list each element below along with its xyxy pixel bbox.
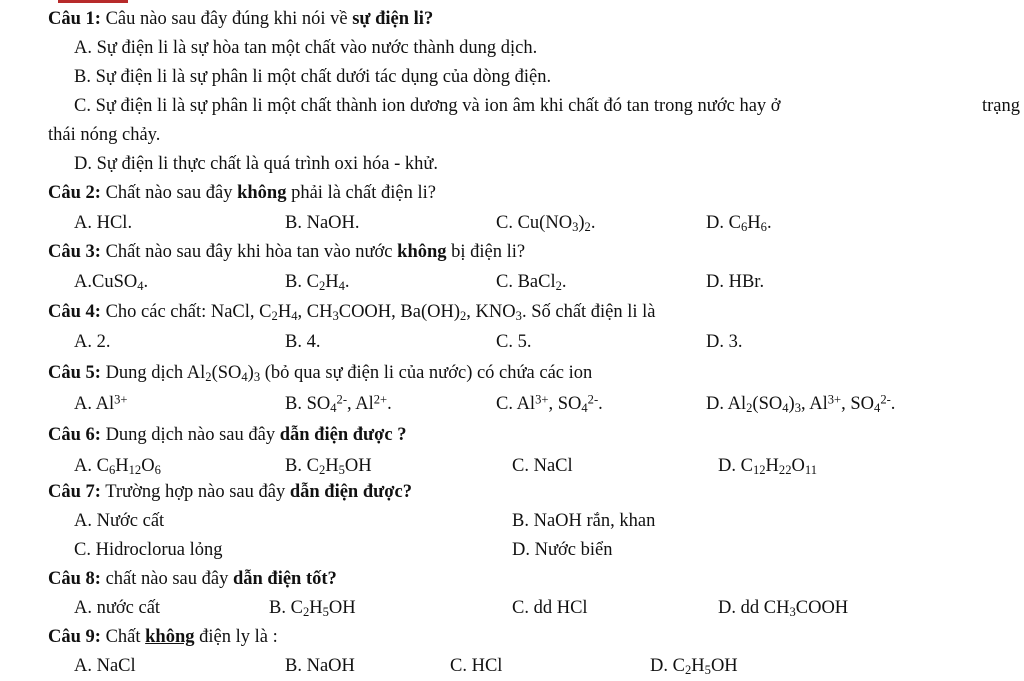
q4-option-b[interactable]: B. 4. — [285, 332, 321, 352]
q8-option-d[interactable]: D. dd $CH_3COOH$ — [718, 598, 849, 620]
q3-option-b[interactable]: B. $C_2H_4$. — [285, 272, 350, 294]
q8-option-a[interactable]: A. nước cất — [74, 598, 161, 618]
q9-option-b[interactable]: B. NaOH — [285, 656, 355, 676]
q9-option-a[interactable]: A. NaCl — [74, 656, 136, 676]
q1-option-c[interactable]: C. Sự điện li là sự phân li một chất thành ion dương và ion âm khi chất đó tan trong nước hay ở trạng — [74, 96, 1021, 116]
q7-options-row1 — [0, 507, 1024, 536]
q6-stem: Câu 6: Dung dịch nào sau đây dẫn điện được ? — [48, 425, 407, 445]
q1-label: Câu 1: — [48, 9, 101, 29]
q8-options — [0, 594, 1024, 623]
q2-stem: Câu 2: Chất nào sau đây không phải là chất điện li? — [48, 183, 436, 203]
q3-stem: Câu 3: Chất nào sau đây khi hòa tan vào nước không bị điện li? — [48, 242, 526, 262]
q6-options — [0, 452, 1024, 481]
q8-stem: Câu 8: chất nào sau đây dẫn điện tốt? — [48, 569, 337, 589]
q4-option-a[interactable]: A. 2. — [74, 332, 111, 352]
q4-option-c[interactable]: C. 5. — [496, 332, 532, 352]
q3-option-a[interactable]: A.CuSO$_4$. — [74, 272, 149, 294]
q2-option-c[interactable]: C. $Cu(NO_3)_2$. — [496, 213, 596, 235]
q1-option-b[interactable]: B. Sự điện li là sự phân li một chất dưới tác dụng của dòng điện. — [74, 67, 552, 87]
q3-option-c[interactable]: C. BaCl$_2$. — [496, 272, 567, 294]
q9-option-c[interactable]: C. HCl — [450, 656, 503, 676]
q2-options — [0, 209, 1024, 238]
q5-stem: Câu 5: Dung dịch $Al_2(SO_4)_3$ (bỏ qua sự điện li của nước) có chứa các ion — [48, 363, 593, 385]
q7-option-a[interactable]: A. Nước cất — [74, 511, 165, 531]
q7-option-d[interactable]: D. Nước biển — [512, 540, 613, 560]
q6-option-c[interactable]: C. NaCl — [512, 456, 573, 476]
q6-option-a[interactable]: A. $C_6H_{12}O_6$ — [74, 456, 161, 478]
q2-option-a[interactable]: A. HCl. — [74, 213, 133, 233]
q8-option-c[interactable]: C. dd HCl — [512, 598, 588, 618]
q2-option-b[interactable]: B. NaOH. — [285, 213, 360, 233]
q1-option-a[interactable]: A. Sự điện li là sự hòa tan một chất vào nước thành dung dịch. — [74, 38, 538, 58]
q7-stem: Câu 7: Trường hợp nào sau đây dẫn điện được? — [48, 482, 412, 502]
q8-option-b[interactable]: B. $C_2H_5OH$ — [269, 598, 356, 620]
q9-option-d[interactable]: D. $C_2H_5OH$ — [650, 656, 738, 678]
q1-stem: Câu 1: Câu nào sau đây đúng khi nói về sự điện li? — [48, 9, 434, 29]
q4-option-d[interactable]: D. 3. — [706, 332, 743, 352]
q4-options — [0, 328, 1024, 357]
q7-option-c[interactable]: C. Hidroclorua lỏng — [74, 540, 223, 560]
q5-option-c[interactable]: C. $Al^{3+}$, $SO_4^{2-}$. — [496, 392, 603, 416]
q5-options — [0, 390, 1024, 419]
q5-option-d[interactable]: D. $Al_2(SO_4)_3$, $Al^{3+}$, $SO_4^{2-}$. — [706, 392, 896, 416]
q3-option-d[interactable]: D. HBr. — [706, 272, 765, 292]
q2-option-d[interactable]: D. $C_6H_6$. — [706, 213, 772, 235]
q6-option-d[interactable]: D. $C_{12}H_{22}O_{11}$ — [718, 456, 817, 478]
q9-stem: Câu 9: Chất không điện ly là : — [48, 627, 278, 647]
q5-option-b[interactable]: B. $SO_4^{2-}$, $Al^{2+}$. — [285, 392, 392, 416]
q7-options-row2 — [0, 536, 1024, 565]
header-red-mark — [58, 0, 128, 3]
q3-options — [0, 268, 1024, 297]
q1-option-d[interactable]: D. Sự điện li thực chất là quá trình oxi hóa - khử. — [74, 154, 439, 174]
q6-option-b[interactable]: B. $C_2H_5OH$ — [285, 456, 372, 478]
q4-stem: Câu 4: Cho các chất: NaCl, $C_2H_4$, $CH_3COOH$, $Ba(OH)_2$, $KNO_3$. Số chất điện li là — [48, 302, 656, 324]
q5-option-a[interactable]: A. $Al^{3+}$ — [74, 392, 128, 414]
q7-option-b[interactable]: B. NaOH rắn, khan — [512, 511, 656, 531]
q1-option-c-continued: thái nóng chảy. — [48, 125, 161, 145]
